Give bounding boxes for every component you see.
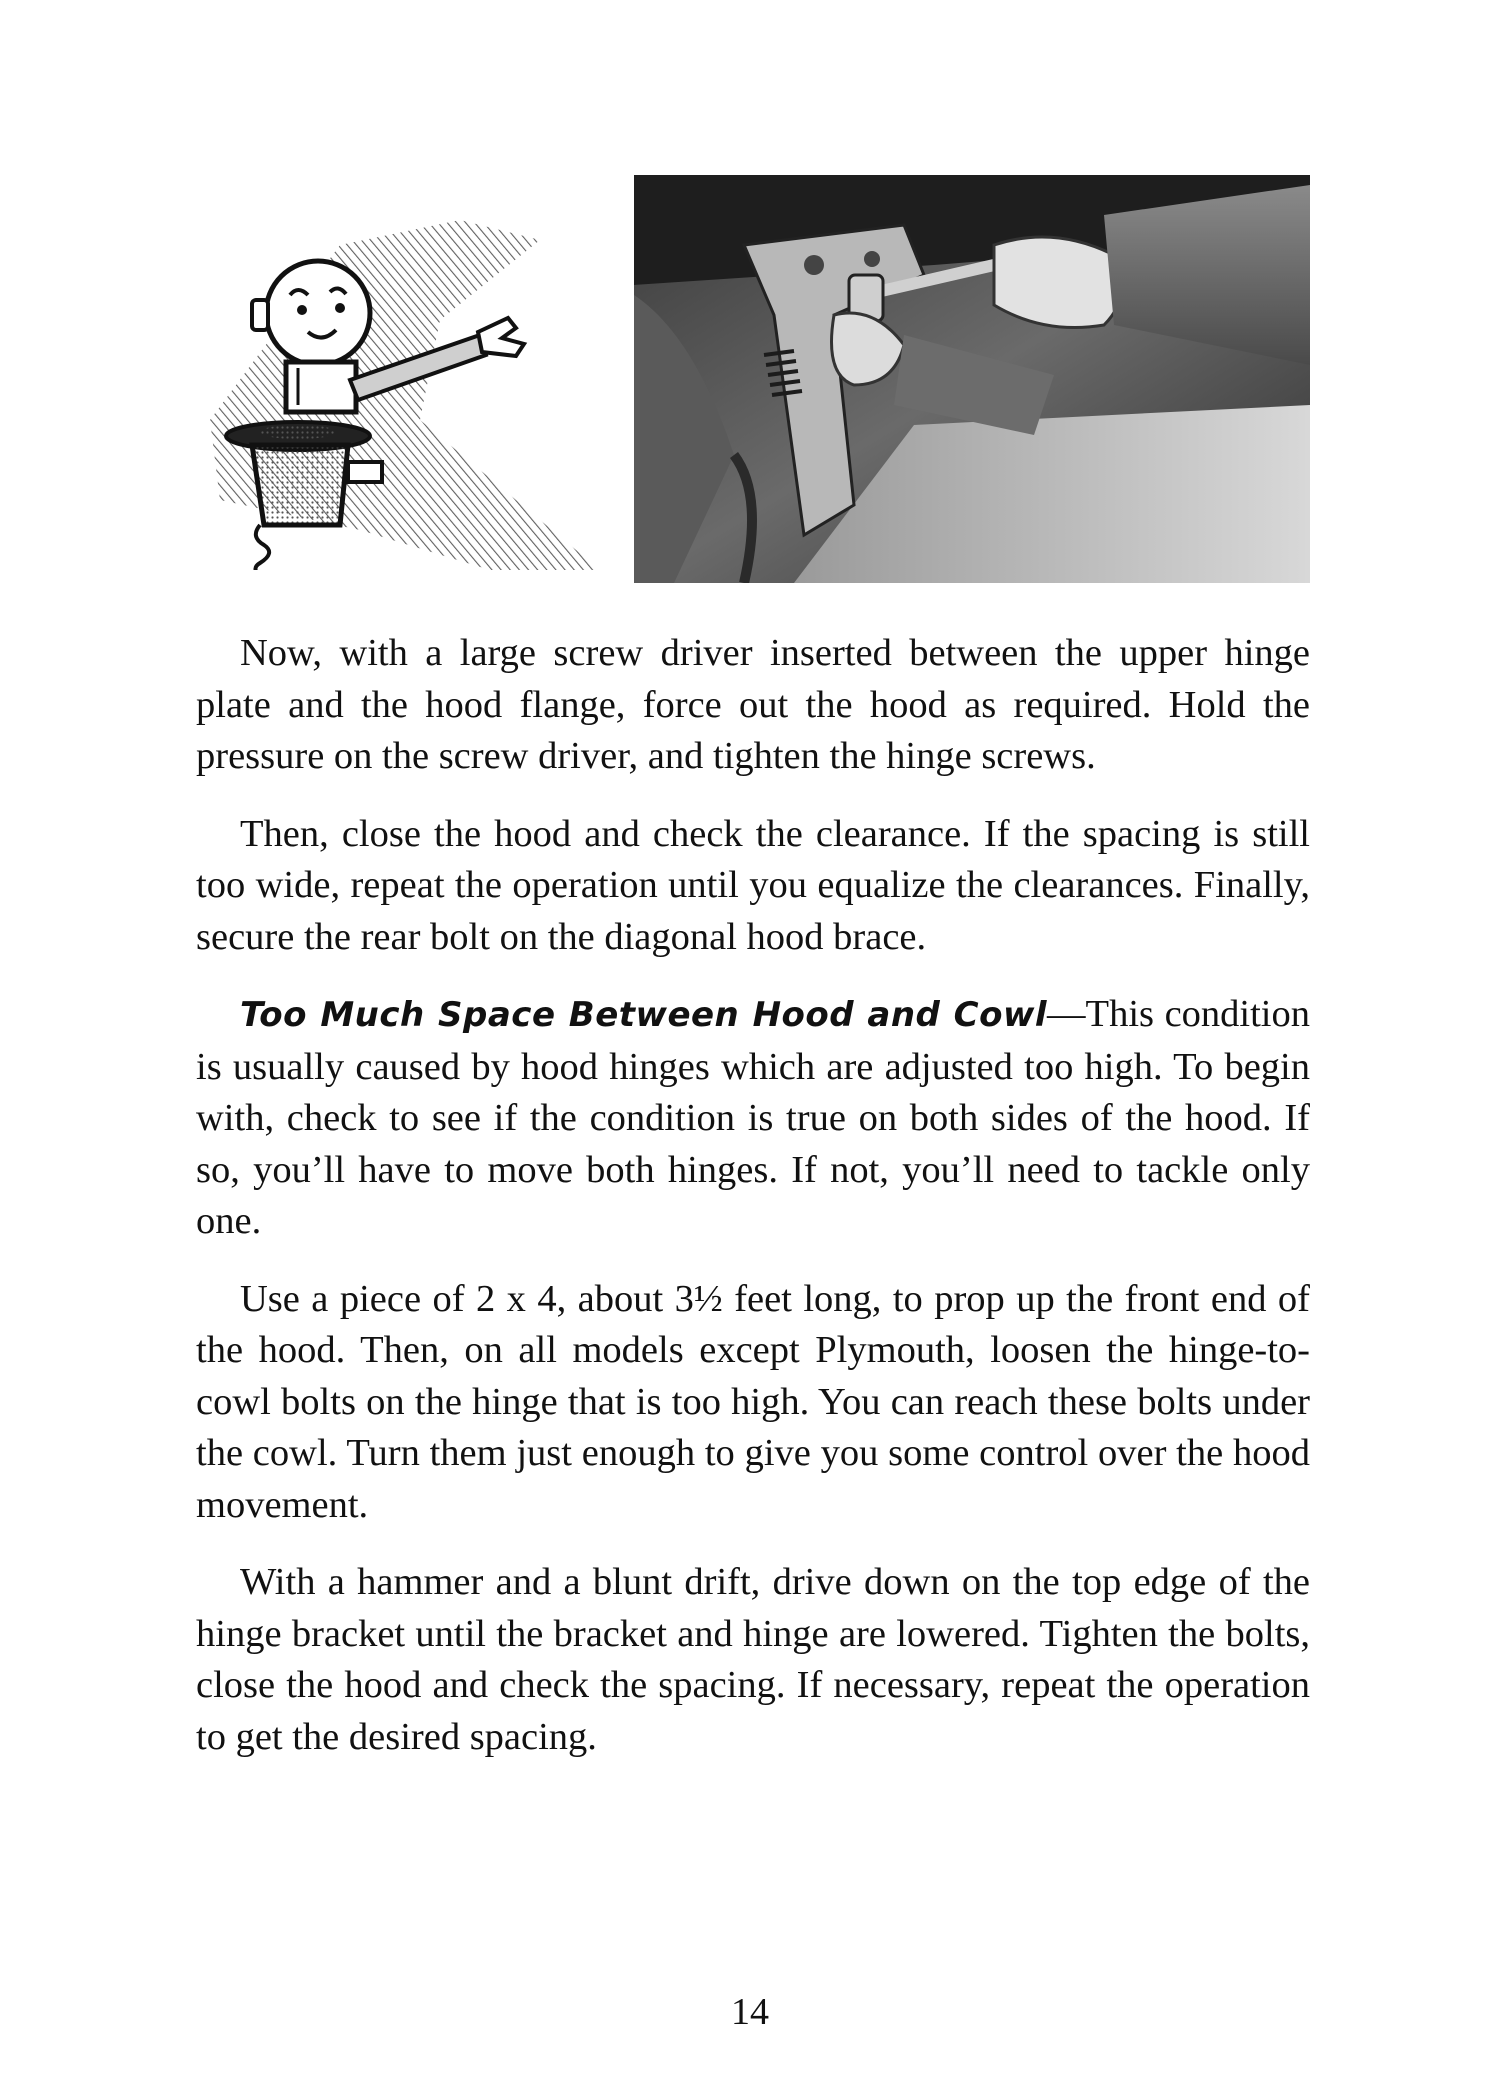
paragraph-text: Then, close the hood and check the clearance. If the spacing is still too wide, repeat the operation until you equalize the clearances. Finally, secure the rear bolt on the diagonal hood brace. bbox=[196, 812, 1310, 958]
paragraph-hood-adjust bbox=[196, 628, 1310, 783]
run-in-heading: Too Much Space Between Hood and Cowl bbox=[240, 995, 1048, 1035]
page-number: 14 bbox=[731, 1991, 769, 2033]
paragraph-too-much-space bbox=[196, 989, 1310, 1248]
body-text bbox=[196, 628, 1310, 1789]
paragraph-check-clearance bbox=[196, 809, 1310, 964]
robot-mascot-illustration bbox=[190, 200, 630, 570]
paragraph-text: —This condition is usually caused by hood hinges which are adjusted too high. To begin with, check to see if the condition is true on both sides of the hood. If so, you’ll have to move both hinges. If not, you’ll need to tackle only one. bbox=[196, 993, 1311, 1242]
hood-hinge-wrench-icon bbox=[634, 175, 1310, 583]
paragraph-text: Now, with a large screw driver inserted between the upper hinge plate and the hood flange, force out the hood as required. Hold the pressure on the screw driver, and tighten the hinge screws. bbox=[196, 632, 1310, 777]
paragraph-text: With a hammer and a blunt drift, drive down on the top edge of the hinge bracket until the bracket and hinge are lowered. Tighten the bolts, close the hood and check the spacing. If necessary, repeat the operation to get the desired spacing. bbox=[196, 1561, 1310, 1758]
paragraph-prop-hood bbox=[196, 1274, 1310, 1532]
paragraph-text: Use a piece of 2 x 4, about 3½ feet long, to prop up the front end of the hood. Then, on all models except Plymouth, loosen the hinge-to-cowl bolts on the hinge that is too high. You can reach these bolts under the cowl. Turn them just enough to give you some control over the hood movement. bbox=[196, 1277, 1310, 1526]
hood-hinge-photo bbox=[634, 175, 1310, 583]
paragraph-hammer-drift bbox=[196, 1557, 1310, 1763]
robot-mascot-icon bbox=[190, 200, 630, 570]
illustration-row bbox=[190, 170, 1310, 590]
